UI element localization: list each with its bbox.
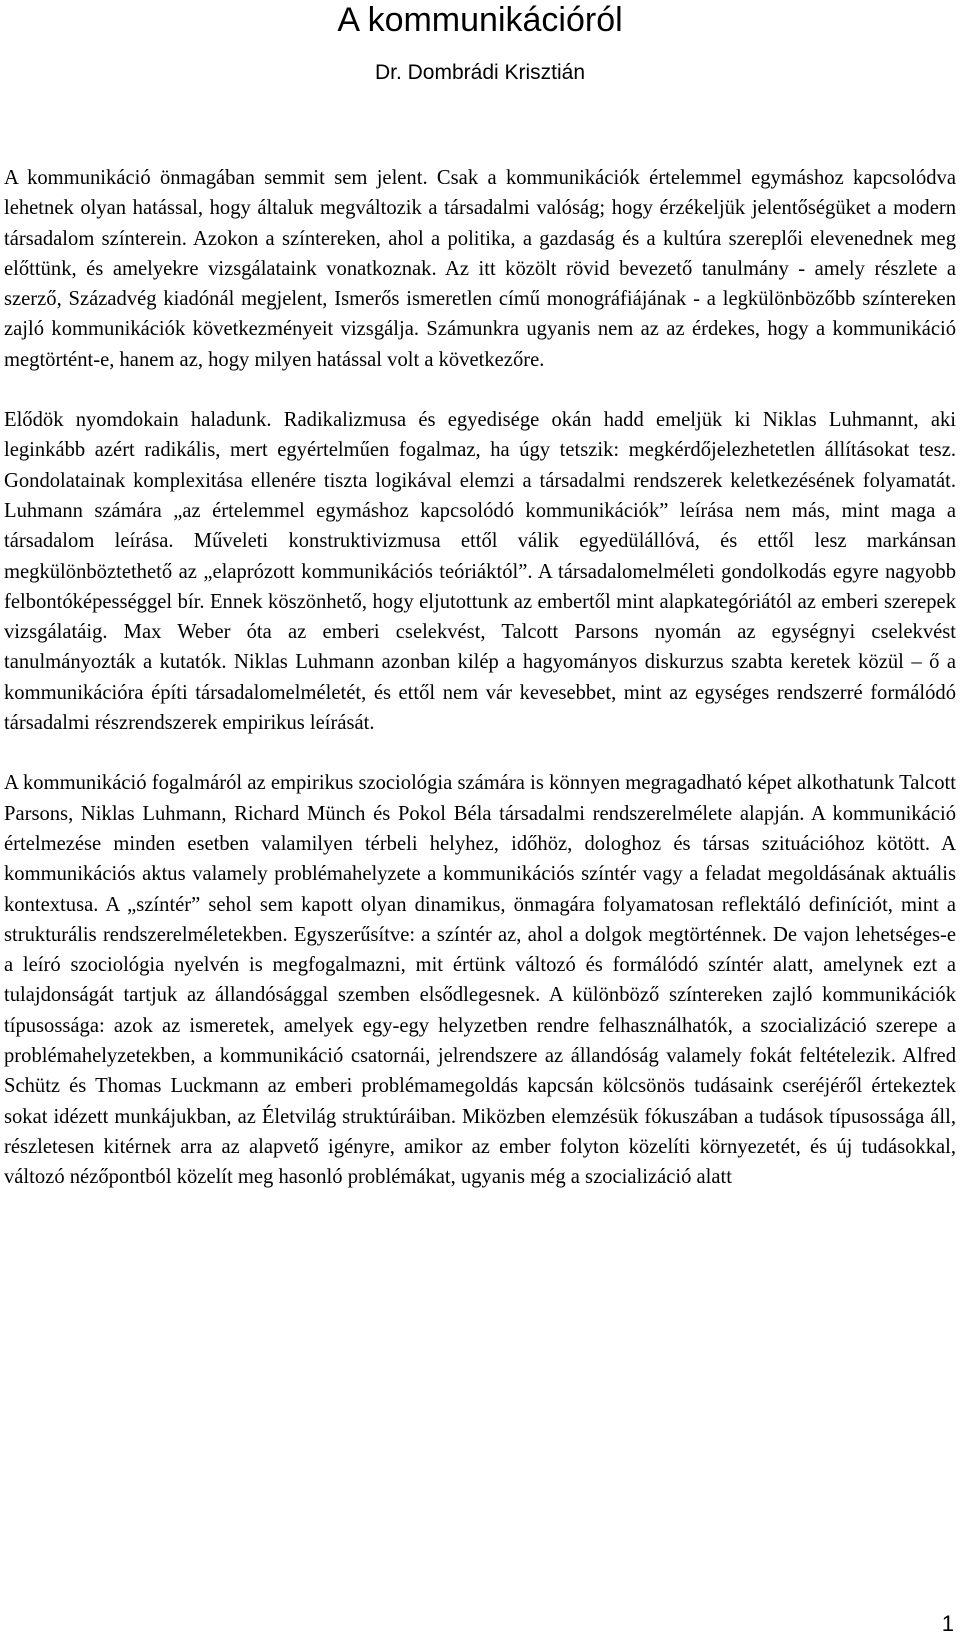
document-title: A kommunikációról [337,1,623,39]
paragraph-1: A kommunikáció önmagában semmit sem jelent. Csak a kommunikációk értelemmel egymáshoz kapcsolódva lehetnek olyan hatással, hogy általuk megváltozik a társadalmi valóság; hogy érzékeljük jelentőségüket a modern társadalom színterein. Azokon a színtereken, ahol a politika, a gazdaság és a kultúra szereplői elevenednek meg előttünk, és amelyekre vizsgálataink vonatkoznak. Az itt közölt rövid bevezető tanulmány - amely részlete a szerző, Századvég kiadónál megjelent, Ismerős ismeretlen című monográfiájának - a legkülönbözőbb színtereken zajló kommunikációk következményeit vizsgálja. Számunkra ugyanis nem az az érdekes, hogy a kommunikáció megtörtént-e, hanem az, hogy milyen hatással volt a következőre. [4,167,956,371]
document-body [4,163,956,1193]
paragraph-2: Elődök nyomdokain haladunk. Radikalizmusa és egyedisége okán hadd emeljük ki Niklas Luhmannt, aki leginkább azért radikális, mert egyértelműen fogalmaz, ha úgy tetszik: megkérdőjelezhetetlen állításokat tesz. Gondolatainak komplexitása ellenére tiszta logikával elemzi a társadalmi rendszerek keletkezésének folyamatát. Luhmann számára „az értelemmel egymáshoz kapcsolódó kommunikációk” leírása nem más, mint maga a társadalom leírása. Műveleti konstruktivizmusa ettől válik egyedülállóvá, és ettől lesz markánsan megkülönböztethető az „elaprózott kommunikációs teóriáktól”. A társadalomelméleti gondolkodás egyre nagyobb felbontóképességgel bír. Ennek köszönhető, hogy eljutottunk az embertől mint alapkategóriától az emberi szerepek vizsgálatáig. Max Weber óta az emberi cselekvést, Talcott Parsons nyomán az egységnyi cselekvést tanulmányozták a kutatók. Niklas Luhmann azonban kilép a hagyományos diskurzus szabta keretek közül – ő a kommunikációra építi társadalomelméletét, és ettől nem vár kevesebbet, mint az egységes rendszerré formálódó társadalmi részrendszerek empirikus leírását. [4,409,956,735]
page-number: 1 [941,1611,954,1636]
paragraph-3: A kommunikáció fogalmáról az empirikus szociológia számára is könnyen megragadható képet alkothatunk Talcott Parsons, Niklas Luhmann, Richard Münch és Pokol Béla társadalmi rendszerelmélete alapján. A kommunikáció értelmezése minden esetben valamilyen térbeli helyhez, időhöz, dologhoz és társas szituációhoz kötött. A kommunikációs aktus valamely problémahelyzete a kommunikációs színtér vagy a feladat megoldásának aktuális kontextusa. A „színtér” sehol sem kapott olyan dinamikus, önmagára folyamatosan reflektáló definíciót, mint a strukturális rendszerelméletekben. Egyszerűsítve: a színtér az, ahol a dolgok megtörténnek. De vajon lehetséges-e a leíró szociológia nyelvén is megfogalmazni, mit értünk változó és formálódó színtér alatt, amelynek ezt a tulajdonságát tartjuk az állandósággal szemben elsődlegesnek. A különböző színtereken zajló kommunikációk típusossága: azok az ismeretek, amelyek egy-egy helyzetben rendre felhasználhatók, a szocializáció szerepe a problémahelyzetekben, a kommunikáció csatornái, jelrendszere az állandóság valamely fokát feltételezik. Alfred Schütz és Thomas Luckmann az emberi problémamegoldás kapcsán kölcsönös tudásaink cseréjéről értekeztek sokat idézett munkájukban, az Életvilág struktúráiban. Miközben elemzésük fókuszában a tudások típusossága áll, részletesen kitérnek arra az alapvető igényre, amikor az ember folyton közelíti környezetét, és új tudásokkal, változó nézőpontból közelít meg hasonló problémákat, ugyanis még a szocializáció alatt [4,772,956,1189]
author-name: Dr. Dombrádi Krisztián [374,61,586,84]
